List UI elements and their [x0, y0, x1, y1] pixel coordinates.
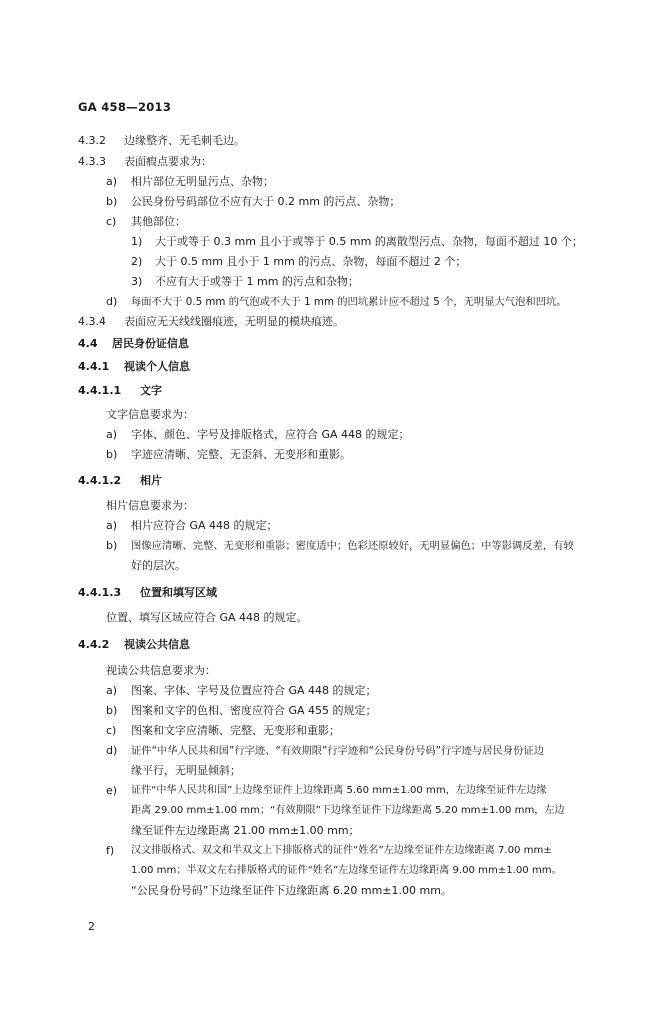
standard-number-header: GA 458—2013 [78, 100, 172, 114]
clause-text: 表面应无天线线圈痕迹，无明显的模块痕迹。 [124, 315, 344, 328]
item-text: 图案和文字应清晰、完整、无变形和重影； [131, 724, 340, 737]
item-text: 字迹应清晰、完整、无歪斜、无变形和重影。 [131, 448, 351, 461]
section-number: 4.4.1.3 [78, 586, 122, 599]
item-text: 大于 0.5 mm 且小于 1 mm 的污点、杂物，每面不超过 2 个； [155, 255, 467, 268]
item-text: 图案、字体、字号及位置应符合 GA 448 的规定； [131, 684, 377, 697]
clause-number: 4.3.4 [78, 315, 106, 328]
section-number: 4.4.1 [78, 360, 110, 373]
item-text: 证件“中华人民共和国”行字迹、“有效期限”行字迹和“公民身份号码”行字迹与居民身份证边 [131, 745, 544, 757]
paragraph-text: 相片信息要求为： [106, 499, 194, 512]
paragraph-text: 位置、填写区域应符合 GA 448 的规定。 [106, 611, 308, 624]
item-label: c) [106, 215, 117, 228]
section-title: 视读个人信息 [124, 360, 190, 373]
item-text: 相片应符合 GA 448 的规定； [131, 519, 278, 532]
item-text: 其他部位： [131, 215, 186, 228]
item-text: 1.00 mm；半双文左右排版格式的证件“姓名”左边缘至证件左边缘距离 9.00 mm±1.00 mm。 [131, 865, 562, 876]
section-number: 4.4.2 [78, 638, 110, 651]
item-text: 距离 29.00 mm±1.00 mm；“有效期限”下边缘至证件下边缘距离 5.20 mm±1.00 mm，左边 [131, 805, 565, 816]
item-text: 字体、颜色、字号及排版格式，应符合 GA 448 的规定； [131, 428, 410, 441]
item-text: 图像应清晰、完整、无变形和重影；密度适中；色彩还原较好，无明显偏色；中等影调反差，有较 [131, 540, 574, 552]
item-text: 图案和文字的色相、密度应符合 GA 455 的规定； [131, 704, 377, 717]
section-title: 视读公共信息 [124, 638, 190, 651]
section-number: 4.4.1.2 [78, 474, 122, 487]
section-number: 4.4 [78, 337, 98, 350]
page-number: 2 [88, 920, 95, 933]
item-label: 1) [131, 235, 143, 248]
item-label: 3) [131, 275, 143, 288]
item-label: b) [106, 448, 118, 461]
item-label: b) [106, 539, 118, 552]
item-text: 相片部位无明显污点、杂物； [131, 175, 274, 188]
item-text: 缘至证件左边缘距离 21.00 mm±1.00 mm； [131, 824, 360, 837]
item-label: f) [106, 844, 115, 857]
item-text: 缘平行，无明显倾斜； [131, 764, 241, 777]
item-label: e) [106, 784, 118, 797]
item-label: 2) [131, 255, 143, 268]
paragraph-text: 文字信息要求为： [106, 408, 194, 421]
item-label: a) [106, 428, 118, 441]
item-text: 证件“中华人民共和国”上边缘至证件上边缘距离 5.60 mm±1.00 mm，左边缘至证件左边缘 [131, 785, 547, 796]
item-label: a) [106, 519, 118, 532]
item-text: 公民身份号码部位不应有大于 0.2 mm 的污点、杂物； [131, 195, 401, 208]
clause-text: 表面瘕点要求为： [124, 155, 212, 168]
item-label: a) [106, 175, 118, 188]
item-text: “公民身份号码”下边缘至证件下边缘距离 6.20 mm±1.00 mm。 [131, 884, 452, 897]
clause-number: 4.3.2 [78, 134, 106, 147]
item-label: d) [106, 744, 118, 757]
item-label: d) [106, 295, 118, 308]
section-number: 4.4.1.1 [78, 384, 122, 397]
item-text: 大于或等于 0.3 mm 且小于或等于 0.5 mm 的离散型污点、杂物，每面不超过 10 个； [155, 235, 583, 248]
section-title: 相片 [140, 474, 162, 487]
paragraph-text: 视读公共信息要求为： [106, 664, 216, 677]
item-label: a) [106, 684, 118, 697]
clause-text: 边缘整齐、无毛刺毛边。 [124, 134, 245, 147]
item-label: b) [106, 195, 118, 208]
section-title: 位置和填写区域 [140, 586, 217, 599]
section-title: 文字 [140, 384, 162, 397]
clause-number: 4.3.3 [78, 155, 106, 168]
item-text: 每面不大于 0.5 mm 的气泡或不大于 1 mm 的凹坑累计应不超过 5 个，无明显大气泡和凹坑。 [131, 296, 567, 308]
item-label: b) [106, 704, 118, 717]
item-text: 好的层次。 [131, 559, 186, 572]
item-label: c) [106, 724, 117, 737]
item-text: 不应有大于或等于 1 mm 的污点和杂物； [155, 275, 359, 288]
item-text: 汉文排版格式、双文和半双文上下排版格式的证件“姓名”左边缘至证件左边缘距离 7.00 mm± [131, 845, 552, 856]
section-title: 居民身份证信息 [112, 337, 189, 350]
